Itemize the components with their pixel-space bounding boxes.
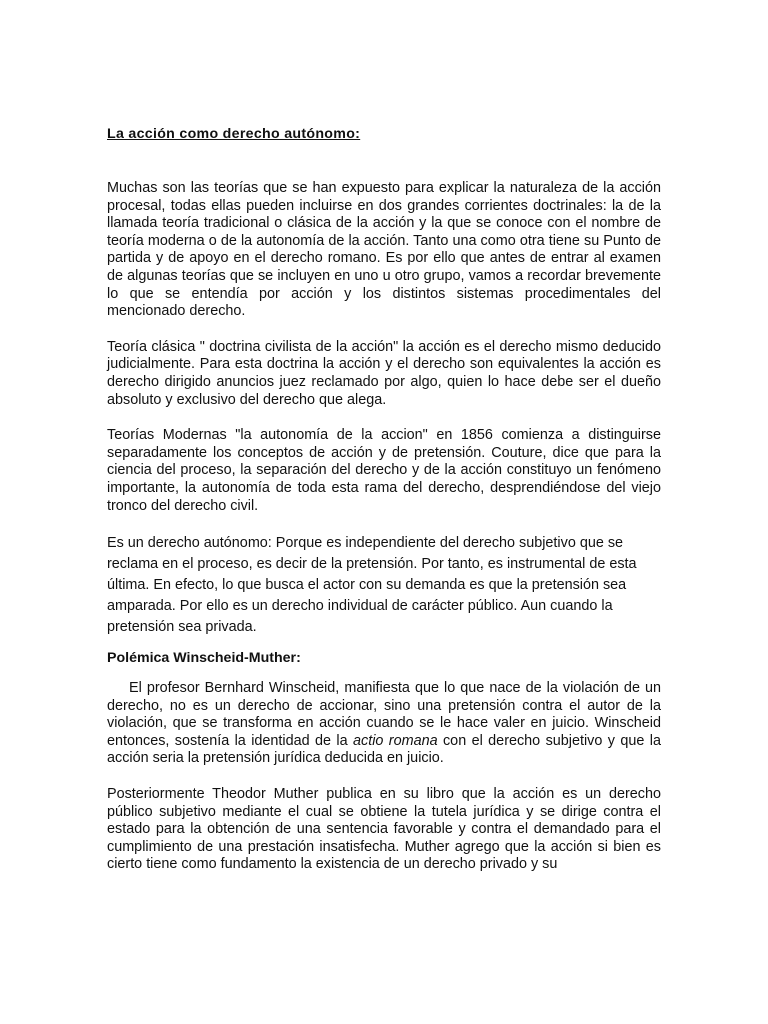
paragraph-winscheid-part-b: con el derecho subjetivo y que la acción seria la pretensión jurídica deducida en juicio.: [107, 732, 661, 767]
paragraph-intro: Muchas son las teorías que se han expuesto para explicar la naturaleza de la acción procesal, todas ellas pueden incluirse en dos grandes corrientes doctrinales: la de la llamada teoría tradicional o clásica de la acción y la que se conoce con el nombre de teoría moderna o de la autonomía de la acción. Tanto una como otra tiene su Punto de partida y de apoyo en el derecho romano. Es por ello que antes de entrar al examen de algunas teorías que se incluyen en uno u otro grupo, vamos a recordar brevemente lo que se entendía por acción y los distintos sistemas procedimentales del mencionado derecho.: [107, 180, 661, 320]
paragraph-derecho-autonomo: Es un derecho autónomo: Porque es independiente del derecho subjetivo que se reclama en el proceso, es decir de la pretensión. Por tanto, es instrumental de esta última. En efecto, lo que busca el actor con su demanda es que la pretensión sea amparada. Por ello es un derecho individual de carácter público. Aun cuando la pretensión sea privada.: [107, 535, 637, 636]
paragraph-winscheid-part-a: El profesor Bernhard Winscheid, manifiesta que lo que nace de la violación de un derecho, no es un derecho de accionar, sino una pretensión contra el autor de la violación, que se transforma en acción cuando se le hace valer en juicio. Winscheid entonces, sostenía la identidad de la: [107, 680, 661, 749]
document-page: [107, 125, 661, 874]
document-title: La acción como derecho autónomo:: [107, 126, 361, 142]
paragraph-muther: Posteriormente Theodor Muther publica en su libro que la acción es un derecho público subjetivo mediante el cual se obtiene la tutela jurídica y se dirige contra el estado para la obtención de una sentencia favorable y contra el demandado para el cumplimiento de una prestación insatisfecha. Muther agrego que la acción si bien es cierto tiene como fundamento la existencia de un derecho privado y su: [107, 786, 661, 873]
paragraph-winscheid: [107, 680, 661, 768]
actio-romana-emphasis: actio romana: [353, 732, 438, 749]
paragraph-teorias-modernas: Teorías Modernas "la autonomía de la accion" en 1856 comienza a distinguirse separadamente los conceptos de acción y de pretensión. Couture, dice que para la ciencia del proceso, la separación del derecho y de la acción constituyo un fenómeno importante, la autonomía de toda esta rama del derecho, desprendiéndose del viejo tronco del derecho civil.: [107, 427, 661, 514]
paragraph-teoria-clasica: Teoría clásica " doctrina civilista de la acción" la acción es el derecho mismo deducido judicialmente. Para esta doctrina la acción y el derecho son equivalentes la acción es derecho dirigido anuncios juez reclamado por algo, quien lo hace debe ser el dueño absoluto y exclusivo del derecho que alega.: [107, 338, 661, 408]
section-heading-polemica: Polémica Winscheid-Muther:: [107, 650, 301, 667]
